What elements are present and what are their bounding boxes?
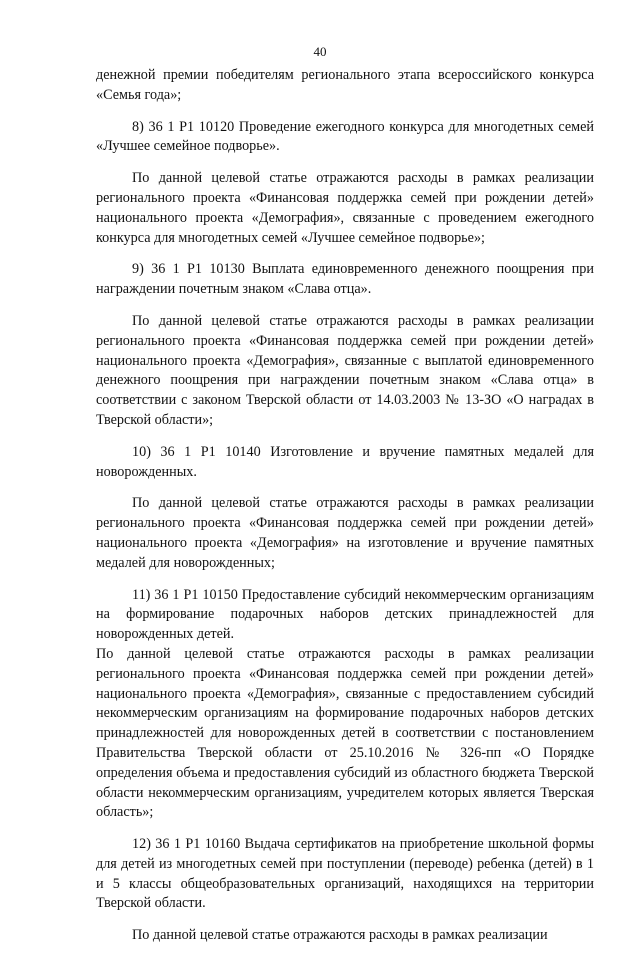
paragraph-item-10: 10) 36 1 P1 10140 Изготовление и вручение памятных медалей для новорожденных. [96,443,594,480]
paragraph-item-12: 12) 36 1 P1 10160 Выдача сертификатов на приобретение школьной формы для детей из многодетных семей при поступлении (переводе) ребенка (детей) в 1 и 5 классы общеобразовательных организаций, находящихся на территории Тверской области. [96,836,594,912]
paragraph-item-9-description: По данной целевой статье отражаются расходы в рамках реализации регионального проекта «Финансовая поддержка семей при рождении детей» национального проекта «Демография», связанные с выплатой единовременного денежного поощрения при награждении почетным знаком «Слава отца» в соответствии с законом Тверской области от 14.03.2003 № 13-ЗО «О наградах в Тверской области»; [96,312,594,428]
paragraph-item-9: 9) 36 1 P1 10130 Выплата единовременного денежного поощрения при награждении почетным знаком «Слава отца». [96,261,594,298]
paragraph-item-11: 11) 36 1 P1 10150 Предоставление субсидий некоммерческим организациям на формирование подарочных наборов детских принадлежностей для новорожденных детей. [96,586,594,643]
paragraph-item-10-description: По данной целевой статье отражаются расходы в рамках реализации регионального проекта «Финансовая поддержка семей при рождении детей» национального проекта «Демография» на изготовление и вручение памятных медалей для новорожденных; [96,495,594,571]
document-body [96,66,594,958]
page-number: 40 [313,44,327,59]
paragraph-item-12-description: По данной целевой статье отражаются расходы в рамках реализации [132,927,548,944]
paragraph-item-8: 8) 36 1 P1 10120 Проведение ежегодного конкурса для многодетных семей «Лучшее семейное подворье». [96,118,594,155]
paragraph-continuation: денежной премии победителям регионального этапа всероссийского конкурса «Семья года»; [96,67,594,103]
paragraph-item-8-description: По данной целевой статье отражаются расходы в рамках реализации регионального проекта «Финансовая поддержка семей при рождении детей» национального проекта «Демография», связанные с проведением ежегодного конкурса для многодетных семей «Лучшее семейное подворье»; [96,170,594,246]
paragraph-item-11-description: По данной целевой статье отражаются расходы в рамках реализации регионального проекта «Финансовая поддержка семей при рождении детей» национального проекта «Демография», связанные с предоставлением субсидий некоммерческим организациям на формирование подарочных наборов детских принадлежностей для новорожденных детей в соответствии с постановлением Правительства Тверской области от 25.10.2016 № 326-пп «О Порядке определения объема и предоставления субсидий из областного бюджета Тверской области некоммерческим организациям, учредителем которых является Тверская область»; [96,645,594,821]
